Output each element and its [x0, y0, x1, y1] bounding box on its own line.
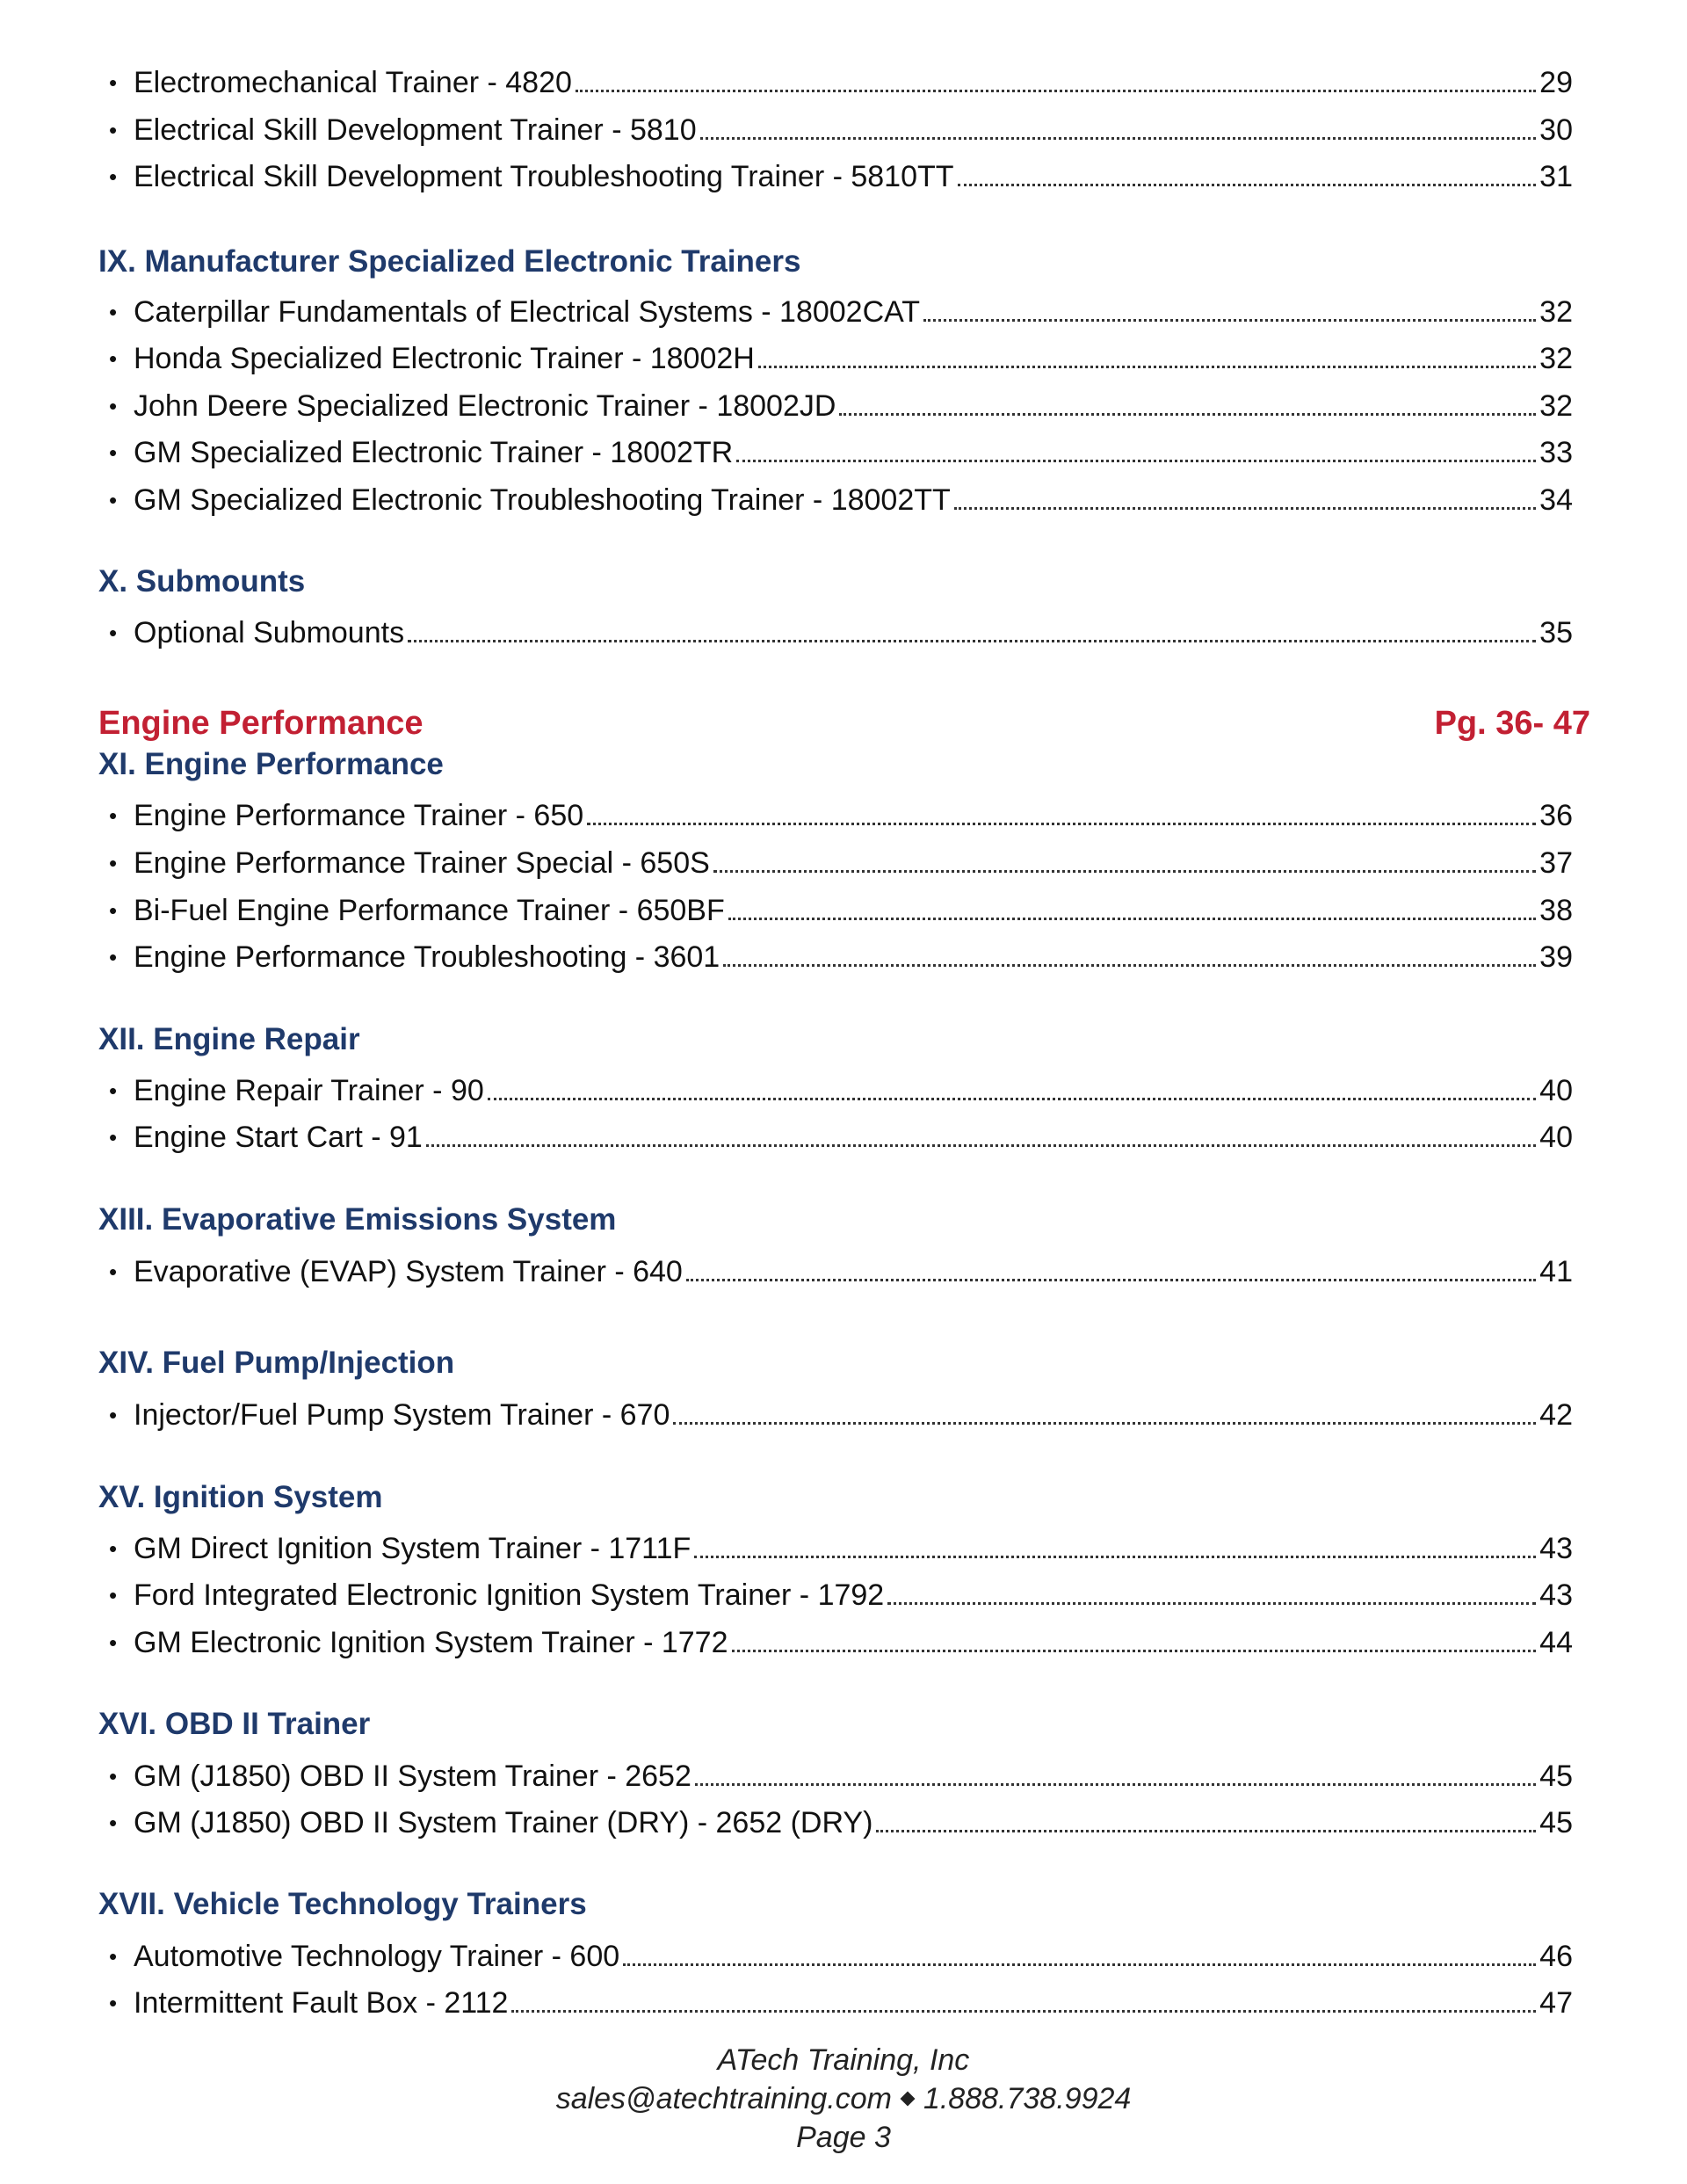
toc-entry — [97, 1752, 1573, 1794]
entry-page: 38 — [1539, 894, 1573, 927]
section-heading: XII. Engine Repair — [98, 1022, 360, 1056]
toc-entry — [97, 608, 1573, 650]
bullet: • — [109, 897, 118, 924]
toc-entry — [97, 838, 1573, 881]
bullet: • — [109, 1077, 118, 1104]
entry-label: Automotive Technology Trainer - 600 — [134, 1940, 620, 1973]
toc-entry — [97, 1390, 1573, 1433]
entry-label: Electrical Skill Development Trainer - 5810 — [134, 113, 697, 147]
entry-label: John Deere Specialized Electronic Trainer - 18002JD — [134, 389, 836, 423]
entry-label: Optional Submounts — [134, 616, 405, 649]
bullet: • — [109, 163, 118, 190]
toc-entry — [97, 58, 1573, 100]
bullet: • — [109, 1629, 118, 1656]
entry-label: Evaporative (EVAP) System Trainer - 640 — [134, 1255, 683, 1288]
entry-label: Honda Specialized Electronic Trainer - 18002H — [134, 342, 755, 375]
entry-page: 36 — [1539, 799, 1573, 832]
entry-page: 35 — [1539, 616, 1573, 649]
dot-leader — [686, 1279, 1536, 1281]
toc-entry — [97, 1571, 1573, 1613]
entry-page: 43 — [1539, 1532, 1573, 1565]
dot-leader — [723, 964, 1536, 967]
entry-label: GM Direct Ignition System Trainer - 1711F — [134, 1532, 691, 1565]
entry-label: Caterpillar Fundamentals of Electrical Systems - 18002CAT — [134, 295, 921, 329]
entry-label: Intermittent Fault Box - 2112 — [134, 1986, 509, 2020]
toc-entry — [97, 475, 1573, 518]
toc-entry — [97, 1066, 1573, 1108]
entry-page: 43 — [1539, 1578, 1573, 1612]
bullet: • — [109, 1259, 118, 1285]
dot-leader — [673, 1422, 1536, 1425]
footer-email[interactable]: sales@atechtraining.com — [555, 2082, 892, 2115]
section-heading: XVI. OBD II Trainer — [98, 1707, 371, 1741]
section-heading: XIII. Evaporative Emissions System — [98, 1202, 617, 1237]
bullet: • — [109, 1943, 118, 1970]
dot-leader — [839, 413, 1536, 416]
toc-entry — [97, 105, 1573, 148]
bullet: • — [109, 1582, 118, 1608]
bullet: • — [109, 1535, 118, 1562]
entry-page: 33 — [1539, 436, 1573, 469]
dot-leader — [511, 2010, 1536, 2013]
bullet: • — [109, 1810, 118, 1836]
entry-label: Electrical Skill Development Troubleshooting Trainer - 5810TT — [134, 160, 954, 193]
dot-leader — [623, 1963, 1536, 1966]
toc-entry — [97, 287, 1573, 330]
entry-page: 32 — [1539, 342, 1573, 375]
toc-entry — [97, 932, 1573, 975]
dot-leader — [758, 366, 1536, 368]
bullet: • — [109, 802, 118, 829]
toc-entry — [97, 791, 1573, 833]
category-title: Engine Performance — [98, 705, 424, 742]
entry-label: Injector/Fuel Pump System Trainer - 670 — [134, 1398, 670, 1432]
section-heading: XVII. Vehicle Technology Trainers — [98, 1887, 587, 1921]
section-heading: XIV. Fuel Pump/Injection — [98, 1346, 455, 1380]
dot-leader — [695, 1783, 1536, 1786]
diamond-separator-icon — [900, 2091, 915, 2106]
entry-label: GM Electronic Ignition System Trainer - 1772 — [134, 1626, 728, 1659]
toc-entry — [97, 1798, 1573, 1840]
entry-label: GM Specialized Electronic Troubleshooting Trainer - 18002TT — [134, 483, 951, 517]
bullet: • — [109, 850, 118, 876]
dot-leader — [923, 319, 1536, 322]
bullet: • — [109, 299, 118, 325]
footer-company: ATech Training, Inc — [717, 2043, 970, 2077]
section-heading: X. Submounts — [98, 564, 306, 599]
dot-leader — [488, 1098, 1536, 1100]
entry-page: 39 — [1539, 940, 1573, 974]
bullet: • — [109, 487, 118, 513]
bullet: • — [109, 1402, 118, 1428]
dot-leader — [694, 1556, 1536, 1558]
entry-label: Electromechanical Trainer - 4820 — [134, 66, 572, 99]
dot-leader — [700, 137, 1537, 140]
entry-page: 42 — [1539, 1398, 1573, 1432]
entry-label: Ford Integrated Electronic Ignition System Trainer - 1792 — [134, 1578, 885, 1612]
entry-page: 30 — [1539, 113, 1573, 147]
dot-leader — [887, 1602, 1536, 1605]
bullet: • — [109, 117, 118, 143]
bullet: • — [109, 1990, 118, 2016]
entry-page: 31 — [1539, 160, 1573, 193]
entry-page: 45 — [1539, 1760, 1573, 1793]
bullet: • — [109, 439, 118, 466]
dot-leader — [728, 918, 1536, 920]
toc-entry — [97, 1978, 1573, 2021]
toc-entry — [97, 1932, 1573, 1974]
footer-contact — [0, 2079, 1687, 2118]
entry-page: 45 — [1539, 1806, 1573, 1839]
toc-entry — [97, 1247, 1573, 1289]
entry-page: 34 — [1539, 483, 1573, 517]
entry-page: 44 — [1539, 1626, 1573, 1659]
bullet: • — [109, 1763, 118, 1789]
footer-phone[interactable]: 1.888.738.9924 — [923, 2082, 1132, 2115]
entry-label: GM Specialized Electronic Trainer - 18002TR — [134, 436, 734, 469]
toc-entry — [97, 334, 1573, 376]
entry-label: Engine Performance Trainer - 650 — [134, 799, 584, 832]
entry-page: 40 — [1539, 1121, 1573, 1154]
entry-page: 37 — [1539, 846, 1573, 880]
entry-page: 40 — [1539, 1074, 1573, 1107]
entry-page: 32 — [1539, 295, 1573, 329]
toc-entry — [97, 381, 1573, 424]
dot-leader — [587, 823, 1536, 825]
entry-page: 46 — [1539, 1940, 1573, 1973]
dot-leader — [408, 640, 1536, 642]
toc-entry — [97, 428, 1573, 470]
dot-leader — [736, 460, 1536, 462]
entry-page: 47 — [1539, 1986, 1573, 2020]
section-heading: XV. Ignition System — [98, 1480, 383, 1514]
entry-label: Bi-Fuel Engine Performance Trainer - 650BF — [134, 894, 725, 927]
section-heading: XI. Engine Performance — [98, 747, 444, 781]
toc-entry — [97, 1524, 1573, 1566]
bullet: • — [109, 620, 118, 646]
category-page-range: Pg. 36- 47 — [1434, 705, 1590, 742]
entry-page: 32 — [1539, 389, 1573, 423]
dot-leader — [876, 1830, 1536, 1832]
entry-page: 41 — [1539, 1255, 1573, 1288]
dot-leader — [954, 507, 1536, 510]
entry-label: Engine Performance Trainer Special - 650S — [134, 846, 710, 880]
bullet: • — [109, 69, 118, 96]
footer-page-number: Page 3 — [796, 2121, 891, 2154]
entry-label: Engine Performance Troubleshooting - 3601 — [134, 940, 720, 974]
entry-label: GM (J1850) OBD II System Trainer (DRY) - 2652 (DRY) — [134, 1806, 873, 1839]
dot-leader — [576, 90, 1536, 92]
section-heading: IX. Manufacturer Specialized Electronic Trainers — [98, 244, 801, 279]
entry-label: Engine Start Cart - 91 — [134, 1121, 423, 1154]
bullet: • — [109, 1124, 118, 1150]
dot-leader — [426, 1144, 1536, 1147]
entry-label: Engine Repair Trainer - 90 — [134, 1074, 484, 1107]
dot-leader — [958, 184, 1537, 186]
bullet: • — [109, 345, 118, 372]
toc-entry — [97, 1113, 1573, 1155]
bullet: • — [109, 393, 118, 419]
toc-entry — [97, 1618, 1573, 1660]
toc-entry — [97, 152, 1573, 194]
dot-leader — [732, 1650, 1537, 1652]
toc-entry — [97, 886, 1573, 928]
dot-leader — [713, 870, 1536, 873]
bullet: • — [109, 944, 118, 970]
entry-label: GM (J1850) OBD II System Trainer - 2652 — [134, 1760, 691, 1793]
entry-page: 29 — [1539, 66, 1573, 99]
